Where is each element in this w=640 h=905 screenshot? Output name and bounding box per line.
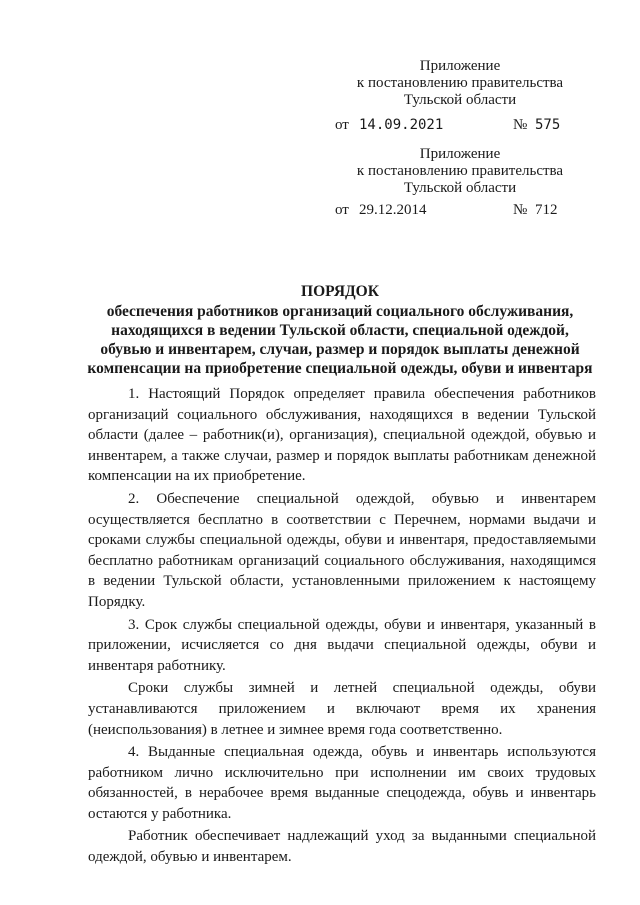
resolution-date: 29.12.2014 (359, 202, 427, 218)
annex-line: Приложение (419, 146, 501, 162)
paragraph: 1. Настоящий Порядок определяет правила обеспечения работников организаций социального обслуживания, находящихся в ведении Тульской области (далее – работник(и), организация), специальной одеждой, обувью и инвентарем, а также случаи, размер и порядок выплаты работникам денежной компенсации на их приобретение. (88, 386, 596, 485)
annex-line: Тульской области (403, 180, 517, 196)
title-subtitle-line: обеспечения работников организаций социального обслуживания, (106, 303, 574, 320)
annex-line: к постановлению правительства (356, 163, 564, 179)
title-subtitle-line: находящихся в ведении Тульской области, специальной одеждой, (111, 322, 569, 339)
title-heading: ПОРЯДОК (301, 283, 379, 300)
annex-line: к постановлению правительства (356, 75, 564, 91)
number-label: № (513, 202, 528, 218)
paragraph: 2. Обеспечение специальной одеждой, обувью и инвентарем осуществляется бесплатно в соответствии с Перечнем, нормами выдачи и сроками службы специальной одежды, обуви и инвентаря, предоставляемыми бесплатно работникам организаций социального обслуживания, находящимся в ведении Тульской области, установленными приложением к настоящему Порядку. (88, 490, 596, 610)
annex-header-original (320, 146, 600, 197)
date-label: от (335, 117, 349, 133)
resolution-date: 14.09.2021 (359, 117, 444, 133)
paragraph: Работник обеспечивает надлежащий уход за выданными специальной одеждой, обувью и инвентарем. (88, 828, 596, 866)
paragraph: 4. Выданные специальная одежда, обувь и инвентарь используются работником лично исключительно при исполнении им своих трудовых обязанностей, в нерабочее время выданные спецодежда, обувь и инвентарь остаются у работника. (88, 744, 596, 822)
title-subtitle-line: компенсации на приобретение специальной одежды, обуви и инвентаря (87, 360, 593, 377)
paragraph: Сроки службы зимней и летней специальной одежды, обуви устанавливаются приложением и включают время их хранения (неиспользования) в летнее и зимнее время года соответственно. (88, 680, 596, 738)
resolution-number: 712 (535, 202, 558, 218)
number-label: № (513, 117, 528, 133)
annex-header-current (320, 58, 600, 109)
paragraph: 3. Срок службы специальной одежды, обуви и инвентаря, указанный в приложении, исчисляется со дня выдачи специальной одежды, обуви и инвентаря работнику. (88, 616, 596, 674)
annex-line: Приложение (419, 58, 501, 74)
title-subtitle-line: обувью и инвентарем, случаи, размер и порядок выплаты денежной (100, 341, 580, 358)
resolution-number: 575 (535, 117, 561, 133)
date-label: от (335, 202, 349, 218)
document-title (80, 282, 600, 378)
document-body (88, 384, 596, 870)
annex-line: Тульской области (403, 92, 517, 108)
